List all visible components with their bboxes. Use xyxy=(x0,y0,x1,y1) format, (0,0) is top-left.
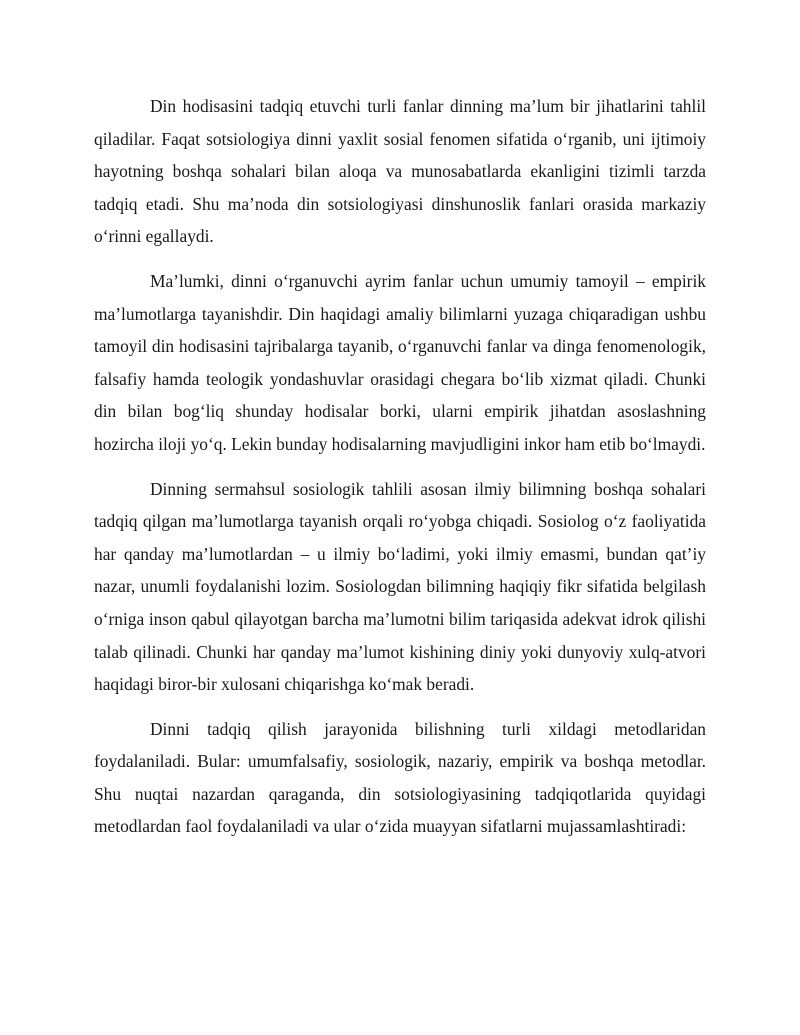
paragraph: Ma’lumki, dinni o‘rganuvchi ayrim fanlar uchun umumiy tamoyil – empirik ma’lumotlarga tayanishdir. Din haqidagi amaliy bilimlarni yuzaga chiqaradigan ushbu tamoyil din hodisasini tajribalarga tayanib, o‘rganuvchi fanlar va dinga fenomenologik, falsafiy hamda teologik yondashuvlar orasidagi chegara bo‘lib xizmat qiladi. Chunki din bilan bog‘liq shunday hodisalar borki, ularni empirik jihatdan asoslashning hozircha iloji yo‘q. Lekin bunday hodisalarning mavjudligini inkor ham etib bo‘lmaydi. xyxy=(94,270,706,454)
paragraph: Dinni tadqiq qilish jarayonida bilishning turli xildagi metodlaridan foydalaniladi. Bular: umumfalsafiy, sosiologik, nazariy, empirik va boshqa metodlar. Shu nuqtai nazardan qaraganda, din sotsiologiyasining tadqiqotlarida quyidagi metodlardan faol foydalaniladi va ular o‘zida muayyan sifatlarni mujassamlashtiradi: xyxy=(94,718,706,837)
paragraph: Din hodisasini tadqiq etuvchi turli fanlar dinning ma’lum bir jihatlarini tahlil qiladilar. Faqat sotsiologiya dinni yaxlit sosial fenomen sifatida o‘rganib, uni ijtimoiy hayotning boshqa sohalari bilan aloqa va munosabatlarda ekanligini tizimli tarzda tadqiq etadi. Shu ma’noda din sotsiologiyasi dinshunoslik fanlari orasida markaziy o‘rinni egallaydi. xyxy=(94,96,706,247)
paragraph: Dinning sermahsul sosiologik tahlili asosan ilmiy bilimning boshqa sohalari tadqiq qilgan ma’lumotlarga tayanish orqali ro‘yobga chiqadi. Sosiolog o‘z faoliyatida har qanday ma’lumotlardan – u ilmiy bo‘ladimi, yoki ilmiy emasmi, bundan qat’iy nazar, unumli foydalanishi lozim. Sosiologdan bilimning haqiqiy fikr sifatida belgilash o‘rniga inson qabul qilayotgan barcha ma’lumotni bilim tariqasida adekvat idrok qilishi talab qilinadi. Chunki har qanday ma’lumot kishining diniy yoki dunyoviy xulq-atvori haqidagi biror-bir xulosani chiqarishga ko‘mak beradi. xyxy=(94,478,706,695)
document-page xyxy=(94,90,706,855)
